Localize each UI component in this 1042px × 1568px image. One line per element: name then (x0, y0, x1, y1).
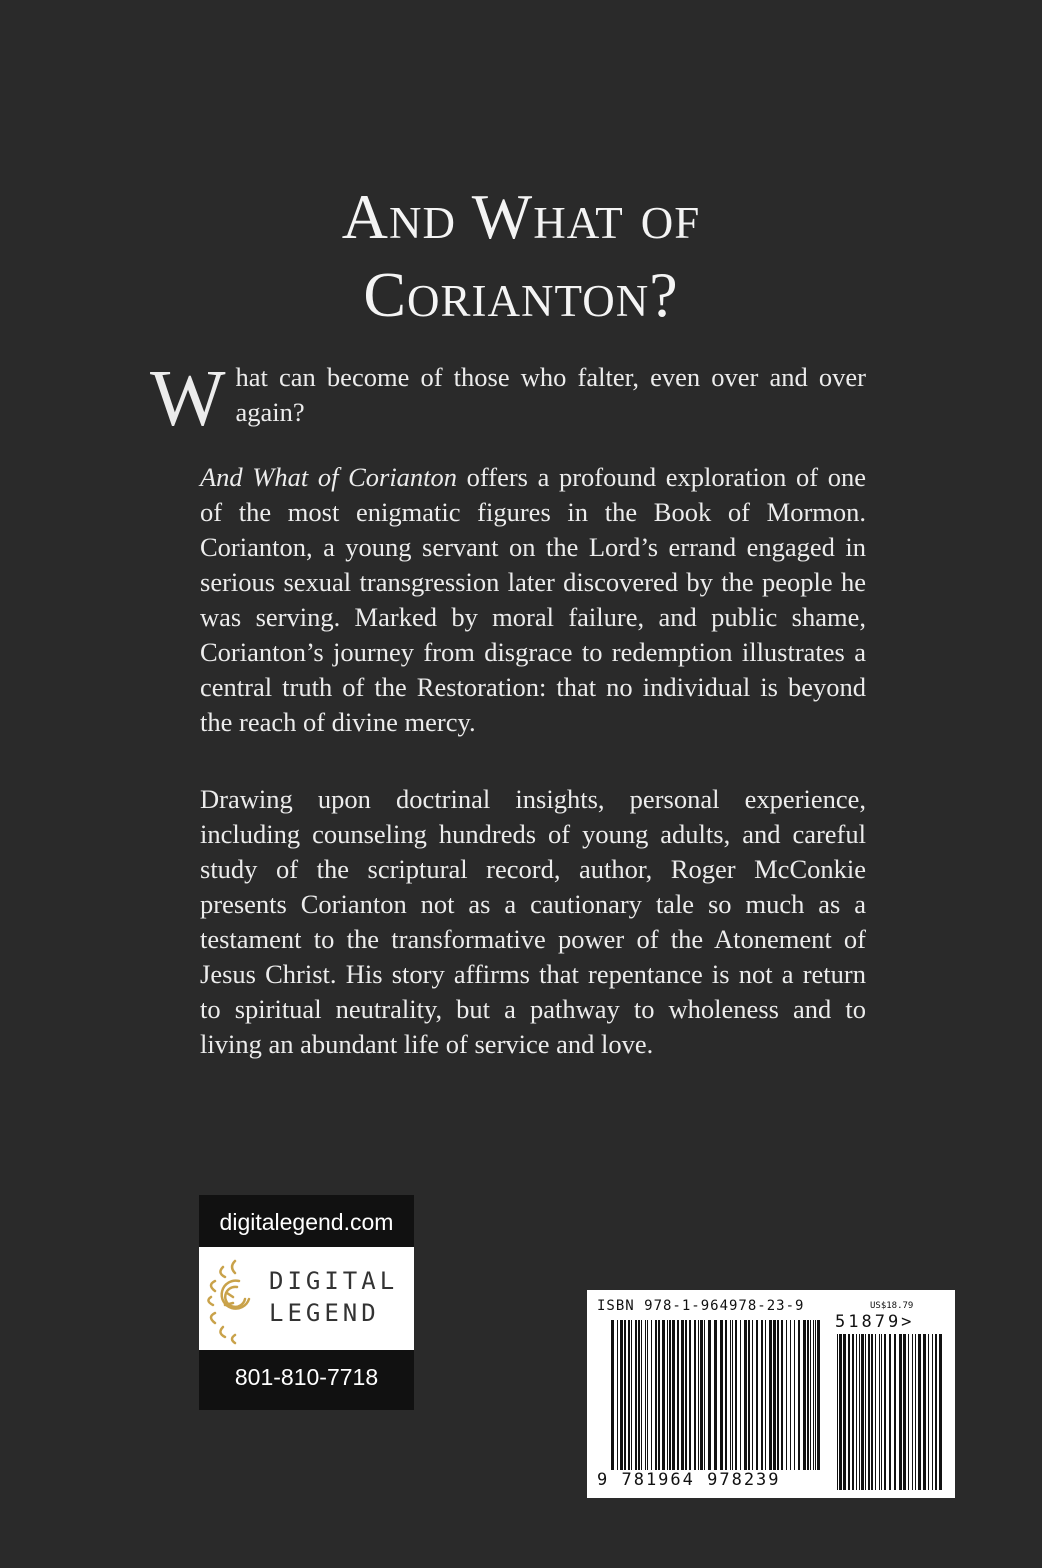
barcode-bar (781, 1320, 783, 1470)
publisher-phone: 801-810-7718 (234, 1364, 379, 1390)
title-line-1: And What of (341, 181, 701, 252)
barcode-bar (647, 1320, 648, 1470)
barcode-bar (677, 1320, 679, 1470)
barcode-bar (837, 1334, 838, 1490)
barcode-bar (843, 1334, 846, 1490)
title-line-2: Corianton? (363, 259, 679, 330)
summary-text: offers a profound exploration of one of the most enigmatic figures in the Book of Mormon. Corianton, a young servant on the Lord’s errand engaged in serious sexual transgression later discovered by the people he was serving. Marked by moral failure, and public shame, Corianton’s journey from disgrace to redemption illustrates a central truth of the Restoration: that no individual is beyond the reach of divine mercy. (200, 462, 866, 737)
barcode-bar (689, 1320, 691, 1470)
barcode-bar (617, 1320, 618, 1470)
barcode-bar (641, 1320, 642, 1470)
barcode-bar (720, 1320, 723, 1470)
barcode-bar (881, 1334, 882, 1490)
book-title-italic: And What of Corianton (200, 462, 458, 492)
barcode-bar (861, 1334, 864, 1490)
barcode-bar (681, 1320, 684, 1470)
barcode-bar (761, 1320, 763, 1470)
barcode-bar (732, 1320, 733, 1470)
barcode-bar (786, 1320, 787, 1470)
barcode-bar (669, 1320, 671, 1470)
barcode-bar (871, 1334, 873, 1490)
barcode-bar (915, 1334, 916, 1490)
publisher-url: digitalegend.com (219, 1209, 394, 1235)
barcode-bar (698, 1320, 699, 1470)
sun-swirl-icon (205, 1253, 261, 1345)
summary-paragraph (150, 460, 866, 740)
barcode-bar (756, 1320, 758, 1470)
author-paragraph: Drawing upon doctrinal insights, personal experience, including counseling hundreds of young adults, and careful study of the scriptural record, author, Roger McConkie presents Corianton not as a cautionary tale so much as a testament to the transformative power of the Atonement of Jesus Christ. His story affirms that repentance is not a return to spiritual neutrality, but a pathway to wholeness and to living an abundant life of service and love. (200, 784, 866, 1059)
barcode-bar (803, 1320, 806, 1470)
barcode-bar (744, 1320, 747, 1470)
barcode-bar (740, 1320, 741, 1470)
barcode-bar (807, 1320, 809, 1470)
barcode-bar (856, 1334, 857, 1490)
barcode-bar (790, 1320, 791, 1470)
publisher-name-line-1: DIGITAL (269, 1267, 399, 1295)
barcode-bar (923, 1334, 926, 1490)
barcode-bar (694, 1320, 696, 1470)
barcode-bar (773, 1320, 776, 1470)
barcode-bar (875, 1334, 876, 1490)
barcode-bar (918, 1334, 921, 1490)
barcode-bar (848, 1334, 850, 1490)
barcode-bar (662, 1320, 665, 1470)
barcode-bar (908, 1334, 909, 1490)
barcode-digits: 9 781964 978239 (597, 1470, 781, 1490)
barcode-bar (620, 1320, 623, 1470)
barcode-bar (889, 1334, 891, 1490)
barcode-bar (685, 1320, 687, 1470)
publisher-name-line-2: LEGEND (269, 1299, 380, 1327)
barcode-bar (704, 1320, 705, 1470)
barcode-bar (667, 1320, 668, 1470)
addon-digits: 51879> (835, 1312, 915, 1332)
barcode-bar (635, 1320, 637, 1470)
barcode-bar (839, 1334, 842, 1490)
book-title (0, 178, 1042, 334)
barcode-bar (700, 1320, 703, 1470)
barcode-bar (939, 1334, 942, 1490)
barcode-bar (752, 1320, 753, 1470)
barcode-bar (628, 1320, 630, 1470)
barcode-bar (903, 1334, 906, 1490)
barcode-bar (672, 1320, 675, 1470)
barcode-bar (813, 1320, 814, 1470)
intro-paragraph (150, 355, 866, 443)
barcode-bar (765, 1320, 766, 1470)
barcode-bar (769, 1320, 772, 1470)
barcode-bar (794, 1320, 795, 1470)
barcode-bar (899, 1334, 902, 1490)
barcode-bar (852, 1334, 854, 1490)
barcode-bar (928, 1334, 929, 1490)
barcode-bar (658, 1320, 660, 1470)
barcode-bar (748, 1320, 750, 1470)
barcode-bar (638, 1320, 640, 1470)
barcode-bar (714, 1320, 717, 1470)
publisher-name (269, 1265, 398, 1329)
barcode-bar (798, 1320, 800, 1470)
drop-cap: W (150, 355, 226, 443)
back-cover-blurb (150, 355, 866, 1092)
barcode-bar (810, 1320, 811, 1470)
barcode-bar (708, 1320, 711, 1470)
barcode-bar (735, 1320, 737, 1470)
publisher-block (199, 1195, 414, 1410)
barcode-bar (655, 1320, 657, 1470)
price-label: US$18.79 (870, 1301, 914, 1311)
barcode-bar (932, 1334, 933, 1490)
barcode-bar (912, 1334, 913, 1490)
barcode-bar (817, 1320, 820, 1470)
barcode-bar (935, 1334, 937, 1490)
barcode-bar (624, 1320, 626, 1470)
barcode-bar (879, 1334, 880, 1490)
barcode-bar (651, 1320, 652, 1470)
barcode-bar (645, 1320, 646, 1470)
isbn-barcode (587, 1290, 955, 1498)
barcode-bar (725, 1320, 727, 1470)
barcode-bar (865, 1334, 866, 1490)
barcode-bar (777, 1320, 779, 1470)
barcode-bar (894, 1334, 896, 1490)
barcode-bar (631, 1320, 632, 1470)
barcode-bar (611, 1320, 614, 1470)
barcode-bar (859, 1334, 860, 1490)
intro-text: hat can become of those who falter, even over and over again? (235, 362, 866, 427)
barcode-bar (815, 1320, 816, 1470)
barcode-bar (868, 1334, 870, 1490)
barcode-bar (730, 1320, 731, 1470)
barcode-bar (884, 1334, 886, 1490)
publisher-logo (199, 1247, 414, 1350)
isbn-label: ISBN 978-1-964978-23-9 (597, 1298, 805, 1314)
